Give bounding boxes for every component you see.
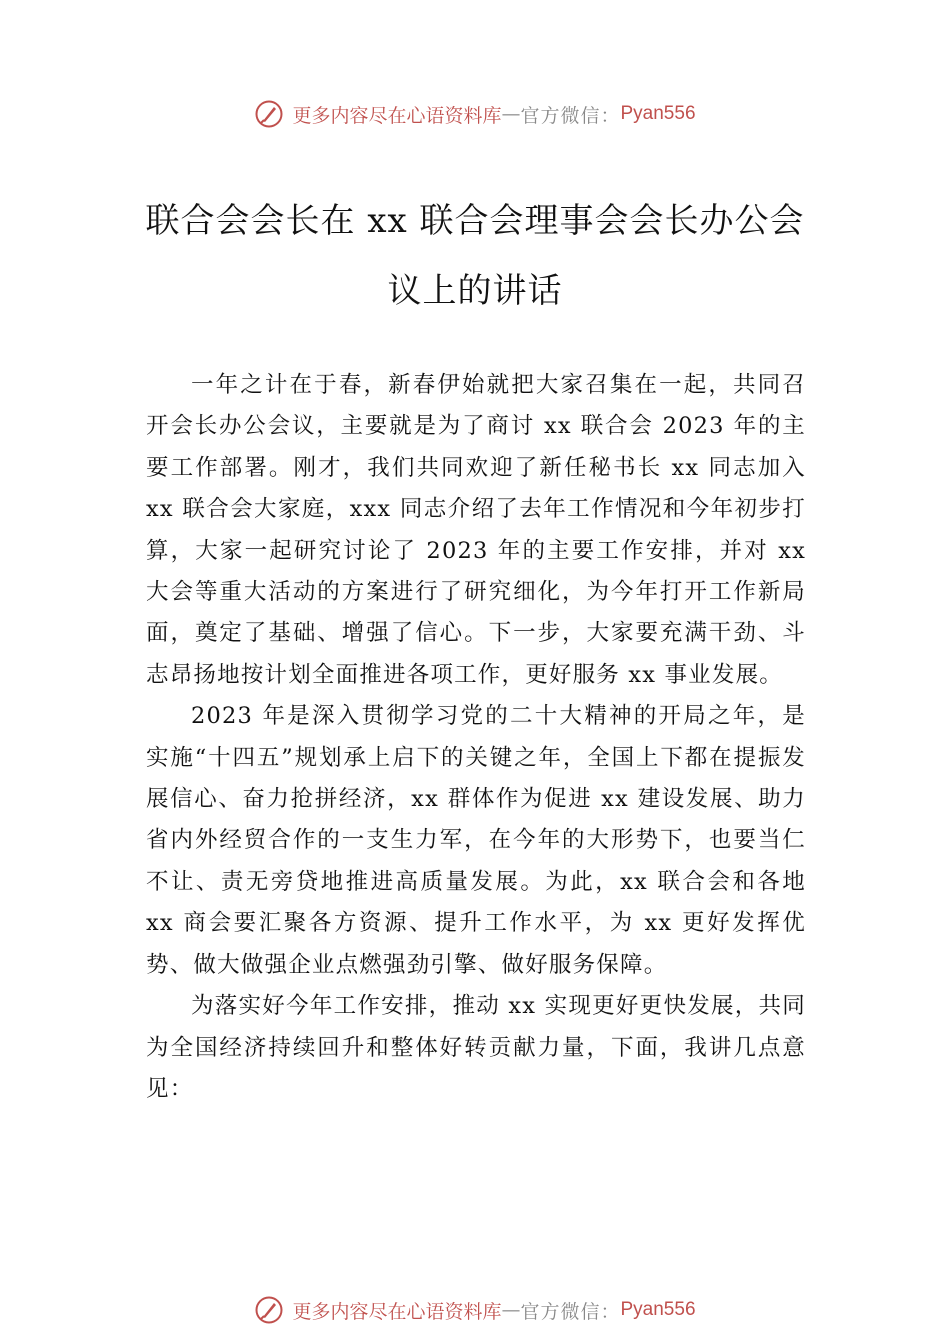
watermark-label: 官方微信： xyxy=(520,104,621,127)
title-line-2: 议上的讲话 xyxy=(387,271,563,311)
document-body xyxy=(146,365,806,1110)
paragraph-3: 为落实好今年工作安排，推动 xx 实现更好更快发展，共同为全国经济持续回升和整体好转贡献力量，下面，我讲几点意见： xyxy=(146,993,806,1102)
watermark-dash: — xyxy=(501,103,521,125)
header-watermark xyxy=(0,94,950,134)
footer-watermark xyxy=(0,1290,950,1330)
quill-logo-icon xyxy=(254,99,284,129)
watermark-dash: — xyxy=(501,1299,521,1321)
quill-logo-icon xyxy=(254,1295,284,1325)
watermark-wechat-id: Pyan556 xyxy=(620,103,696,124)
paragraph-2: 2023 年是深入贯彻学习党的二十大精神的开局之年，是实施“十四五”规划承上启下的关键之年，全国上下都在提振发展信心、奋力抢拼经济，xx 群体作为促进 xx 建设发展、助力省内外经贸合作的一支生力军，在今年的大形势下，也要当仁不让、责无旁贷地推进高质量发展。为此，xx 联合会和各地 xx 商会要汇聚各方资源、提升工作水平，为 xx 更好发挥优势、做大做强企业点燃强劲引擎、做好服务保障。 xyxy=(146,703,806,978)
watermark-brand: 更多内容尽在心语资料库 xyxy=(292,104,502,127)
document-title xyxy=(130,186,820,326)
watermark-wechat-id: Pyan556 xyxy=(620,1299,696,1320)
watermark-label: 官方微信： xyxy=(520,1300,621,1323)
watermark-brand: 更多内容尽在心语资料库 xyxy=(292,1300,502,1323)
title-line-1: 联合会会长在 xx 联合会理事会会长办公会 xyxy=(145,201,805,241)
paragraph-1: 一年之计在于春，新春伊始就把大家召集在一起，共同召开会长办公会议，主要就是为了商讨 xx 联合会 2023 年的主要工作部署。刚才，我们共同欢迎了新任秘书长 xx 同志加入 xx 联合会大家庭，xxx 同志介绍了去年工作情况和今年初步打算，大家一起研究讨论了 2023 年的主要工作安排，并对 xx 大会等重大活动的方案进行了研究细化，为今年打开工作新局面，奠定了基础、增强了信心。下一步，大家要充满干劲、斗志昂扬地按计划全面推进各项工作，更好服务 xx 事业发展。 xyxy=(146,372,806,688)
